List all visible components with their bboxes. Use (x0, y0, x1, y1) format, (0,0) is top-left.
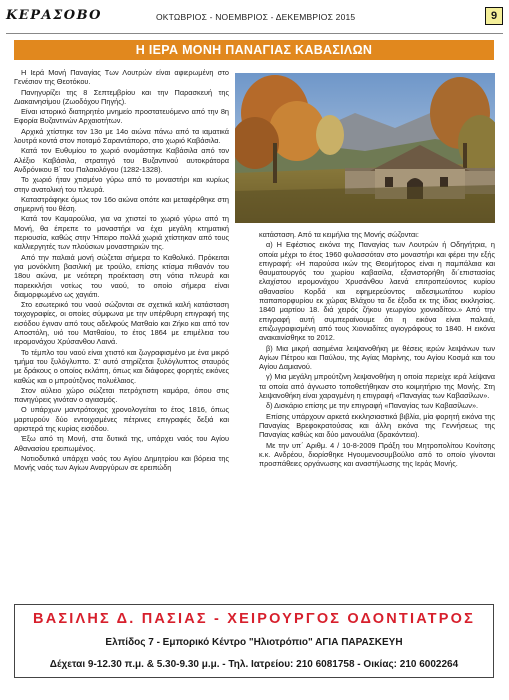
paragraph: Αρχικά χτίστηκε τον 13ο με 14ο αιώνα πάνω από τα ιαματικά λουτρά κοντά στον ποταμό Σαραντάπορο, στο χωριό Καβάσιλα. (14, 126, 229, 146)
page-header (6, 6, 503, 30)
header-divider (6, 33, 503, 34)
paragraph: Νοτιοδυτικά υπάρχει ναός του Αγίου Δημητρίου και βόρεια της Μονής ναός των Αγίων Αναργύρων σε ερειπώδη (14, 453, 229, 473)
paragraph: Ο υπάρχων μαντρότοιχος χρονολογείται το έτος 1816, όπως μαρτυρούν δύο εντοιχισμένες πέτρινες επιγραφές δεξιά και αριστερά της κυρίας εισόδου. (14, 405, 229, 433)
issue-date: ΟΚΤΩΒΡΙΟΣ - ΝΟΕΜΒΡΙΟΣ - ΔΕΚΕΜΒΡΙΟΣ 2015 (156, 12, 356, 22)
paragraph: Πανηγυρίζει της 8 Σεπτεμβρίου και την Παρασκευή της Διακαινησίμου (Ζωοδόχου Πηγής). (14, 87, 229, 106)
page-number: 9 (485, 7, 503, 25)
dentist-advertisement (14, 604, 494, 678)
paragraph: Το χωριό ήταν χτισμένο γύρω από το μοναστήρι και κυρίως στην ανατολική του πλευρά. (14, 175, 229, 194)
article-left-column (14, 68, 229, 596)
paragraph: Κατά τον Καμαρούλια, για να χτιστεί το χωριό γύρω από τη Μονή, θα έπρεπε το μοναστήρι να έχει μεγάλη κτηματική περιουσία, καθώς στην Ήπειρο πολλά χωριά χτίστηκαν από τους καλλιεργητές των πλούσιων μοναστηριών της. (14, 214, 229, 252)
newspaper-logo: ΚΕΡΑΣΟΒΟ (6, 8, 102, 23)
paragraph: Επίσης υπάρχουν αρκετά εκκλησιαστικά βιβλία, μία φορητή εικόνα της Παναγίας Βρεφοκρατούσας και άλλη εικόνα της Γεννήσεως της Παναγίας καθώς και δύο μανουάλια (δρακόντεια). (259, 411, 495, 440)
paragraph: Το τέμπλο του ναού είναι χτιστό και ζωγραφισμένο με ένα μικρό τμήμα του ξυλόγλυπτο. Σ' αυτό στηρίζεται ξυλόγλυπτος σταυρός με δράκους ο οποίος εκλάπη, όπως και διάφορες φορητές εικόνες καθώς και ο μπρούτζινος πολυέλαιος. (14, 347, 229, 385)
ad-address: Ελπίδος 7 - Εμπορικό Κέντρο "Ηλιοτρόπιο" ΑΓΙΑ ΠΑΡΑΣΚΕΥΗ (105, 637, 403, 648)
paragraph: Έξω από τη Μονή, στα δυτικά της, υπάρχει ναός του Αγίου Αθανασίου ερειπωμένος. (14, 434, 229, 453)
paragraph: κατάσταση. Από τα κειμήλια της Μονής σώζονται: (259, 230, 419, 239)
paragraph: Κατά τον Ευθυμίου το χωριό ονομάστηκε Καβάσιλα από τον Αλέξιο Καβάσιλα, στρατηγό του Βυζαντινού αυτοκράτορα Ανδρόνικου Β΄ του Παλαιολόγου (1282-1328). (14, 146, 229, 174)
paragraph: γ) Μια μεγάλη μπρούτζινη λειψανοθήκη η οποία περιείχε ιερά λείψανα τα οποία από άγνωστο τοποθετήθηκαν στο κοιμητήριο της Μονής. Στη λειψανοθήκη είναι χαραγμένη η επιγραφή «Παναγίας των Καβασίλων». (259, 372, 495, 401)
paragraph: Καταστράφηκε όμως τον 16ο αιώνα οπότε και μεταφέρθηκε στη σημερινή του θέση. (14, 194, 229, 214)
monastery-photo (235, 73, 495, 223)
paragraph: Με την υπ΄ Αριθμ. 4 / 10-8-2009 Πράξη του Μητροπολίτου Κονίτσης κ.κ. Ανδρέου, διορίσθηκε Ηγουμενοσυμβούλιο από το οποίο γίνονται προσπάθειες οργάνωσης και αναστήλωσης της Ιεράς Μονής. (259, 440, 495, 469)
paragraph: Είναι ιστορικό διατηρητέο μνημείο προστατευόμενο από την 8η Εφορία Βυζαντινών Αρχαιοτήτων. (14, 107, 229, 126)
paragraph: Στον αύλειο χώρο σώζεται πετρόχτιστη καμάρα, όπου στις πανηγύρεις γινόταν ο αγιασμός. (14, 385, 229, 405)
paragraph: α) Η Εφέστιος εικόνα της Παναγίας των Λουτρών ή Οδηγήτρια, η οποία μέχρι το έτος 1960 φυλασσόταν στο μοναστήρι και φέρει την εξής επιγραφή: «Η παρούσα ικών της Θεομήτορος είναι η παμπάλαια και θαυματουργός του χωρίου καβασίλα, εξανιστορήθη δι΄επιστασίας ελαχίστου ιερομονάχου Χρυσάνθου λαενά επιτροπεύοντος κυρίου αθανασίου Κορδά και εφημερεύοντος αιδεσιμωτάτου κυρίου παπαπορφυρίου εκ χώρας Βλάχου τα δε έξοδα εκ της ίδιας εκκλησίας. 1840 μαρτίου 18. διά χειρός ζήκου γεωργίου χιονιαδίτου.» Από την επιγραφή αυτή συμπεραίνουμε ότι η εικόνα είναι παλαιά, επιζωγραφισμένη από τους Χιονιαδίτες αγιογράφους το 1840. Η εικόνα ανακαινίσθηκε το 2012. (259, 240, 495, 343)
paragraph: δ) Δισκάριο επίσης με την επιγραφή «Παναγίας των Καβασίλων». (266, 401, 479, 411)
article-title: Η ΙΕΡΑ ΜΟΝΗ ΠΑΝΑΓΙΑΣ ΚΑΒΑΣΙΛΩΝ (14, 40, 494, 60)
ad-title: ΒΑΣΙΛΗΣ Δ. ΠΑΣΙΑΣ - ΧΕΙΡΟΥΡΓΟΣ ΟΔΟΝΤΙΑΤΡΟΣ (33, 611, 475, 627)
paragraph: Η Ιερά Μονή Παναγίας Των Λουτρών είναι αφιερωμένη στο Γενέσιον της Θεοτόκου. (14, 68, 229, 87)
paragraph: Από την παλαιά μονή σώζεται σήμερα το Καθολικό. Πρόκειται για μονόκλιτη βασιλική με τρούλο, επίσης κτίσμα πιθανόν του 18ου αιώνα, με νεότερη προέκταση στη νότια πλευρά και παρεκκλήσι νοτίως του ναού, το οποίο σήμερα είναι διαμορφωμένο ως χαγιάτι. (14, 252, 229, 299)
ad-hours-phones: Δέχεται 9-12.30 π.μ. & 5.30-9.30 μ.μ. - Τηλ. Ιατρείου: 210 6081758 - Οικίας: 210 6002264 (49, 659, 459, 670)
paragraph: Στο εσωτερικό του ναού σώζονται σε σχετικά καλή κατάσταση τοιχογραφίες, οι οποίες σύμφωνα με την υπέρθυρη επιγραφή της εισόδου έγιναν από τους αδελφούς Ματθαίο και Ζήκο και από τον Αποστόλη, υιό του Ματθαίου, το έτος 1864 με επιμέλεια του ιερομονάχου Χρύσανθου Λαινά. (14, 300, 229, 347)
paragraph: β) Μια μικρή ασημένια λειψανοθήκη με θέσεις ιερών λειψάνων των Αγίων Πέτρου και Παύλου, της Αγίας Μαρίνης, του Αγίου Κοσμά και του Αγίου Δαμιανού. (259, 343, 495, 372)
article-right-column (259, 230, 495, 596)
